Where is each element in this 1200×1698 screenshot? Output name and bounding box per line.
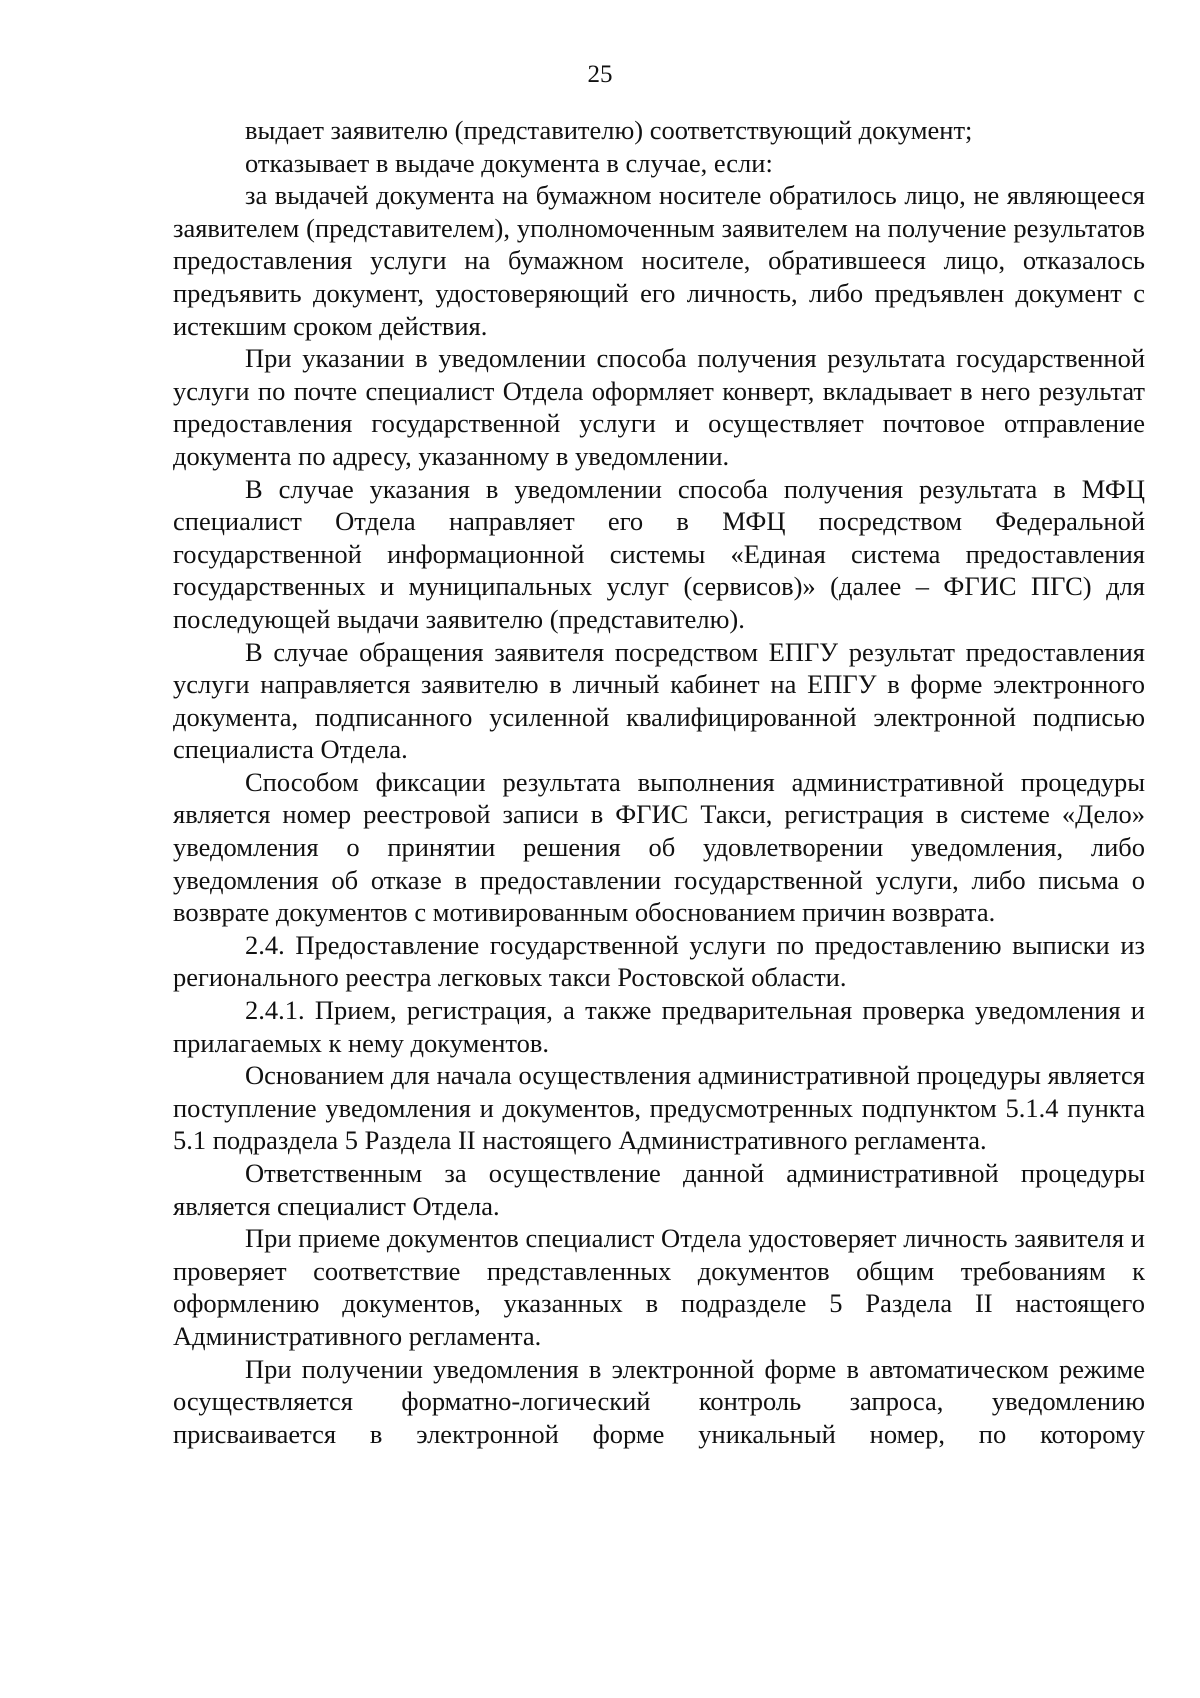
paragraph-refusal-intro: отказывает в выдаче документа в случае, если: [245,147,773,178]
paragraph-document-intake: При приеме документов специалист Отдела удостоверяет личность заявителя и проверяет соответствие представленных документов общим требованиям к оформлению документов, указанных в подразделе 5 Раздела II настоящего Административного регламента. [173,1223,1145,1351]
paragraph-result-fixation: Способом фиксации результата выполнения административной процедуры является номер реестровой записи в ФГИС Такси, регистрация в системе «Дело» уведомления о принятии решения об удовлетворении уведомления, либо уведомления об отказе в предоставлении государственной услуги, либо письма о возврате документов с мотивированным обоснованием причин возврата. [173,766,1145,928]
paragraph-electronic-intake: При получении уведомления в электронной форме в автоматическом режиме осуществляется форматно-логический контроль запроса, уведомлению присваивается в электронной форме уникальный номер, по которому [173,1353,1145,1449]
paragraph-refusal-conditions: за выдачей документа на бумажном носителе обратилось лицо, не являющееся заявителем (представителем), уполномоченным заявителем на получение результатов предоставления услуги на бумажном носителе, обратившееся лицо, отказалось предъявить документ, удостоверяющий его личность, либо предъявлен документ с истекшим сроком действия. [173,180,1145,341]
paragraph-section-2-4: 2.4. Предоставление государственной услуги по предоставлению выписки из регионального реестра легковых такси Ростовской области. [173,929,1145,993]
paragraph-responsible: Ответственным за осуществление данной административной процедуры является специалист Отдела. [173,1158,1145,1221]
paragraph-epgu-delivery: В случае обращения заявителя посредством ЕПГУ результат предоставления услуги направляется заявителю в личный кабинет на ЕПГУ в форме электронного документа, подписанного усиленной квалифицированной электронной подписью специалиста Отдела. [173,636,1145,765]
paragraph-postal-delivery: При указании в уведомлении способа получения результата государственной услуги по почте специалист Отдела оформляет конверт, вкладывает в него результат предоставления государственной услуги и осуществляет почтовое отправление документа по адресу, указанному в уведомлении. [173,343,1145,471]
page-number: 25 [587,61,613,88]
paragraph-mfc-delivery: В случае указания в уведомлении способа получения результата в МФЦ специалист Отдела направляет его в МФЦ посредством Федеральной государственной информационной системы «Единая система предоставления государственных и муниципальных услуг (сервисов)» (далее – ФГИС ПГС) для последующей выдачи заявителю (представителю). [173,473,1145,634]
paragraph-section-2-4-1: 2.4.1. Прием, регистрация, а также предварительная проверка уведомления и прилагаемых к нему документов. [173,995,1145,1058]
paragraph-procedure-basis: Основанием для начала осуществления административной процедуры является поступление уведомления и документов, предусмотренных подпунктом 5.1.4 пункта 5.1 подраздела 5 Раздела II настоящего Административного регламента. [173,1060,1145,1156]
paragraph-issue-document: выдает заявителю (представителю) соответствующий документ; [245,115,973,145]
document-body [173,114,1145,1450]
